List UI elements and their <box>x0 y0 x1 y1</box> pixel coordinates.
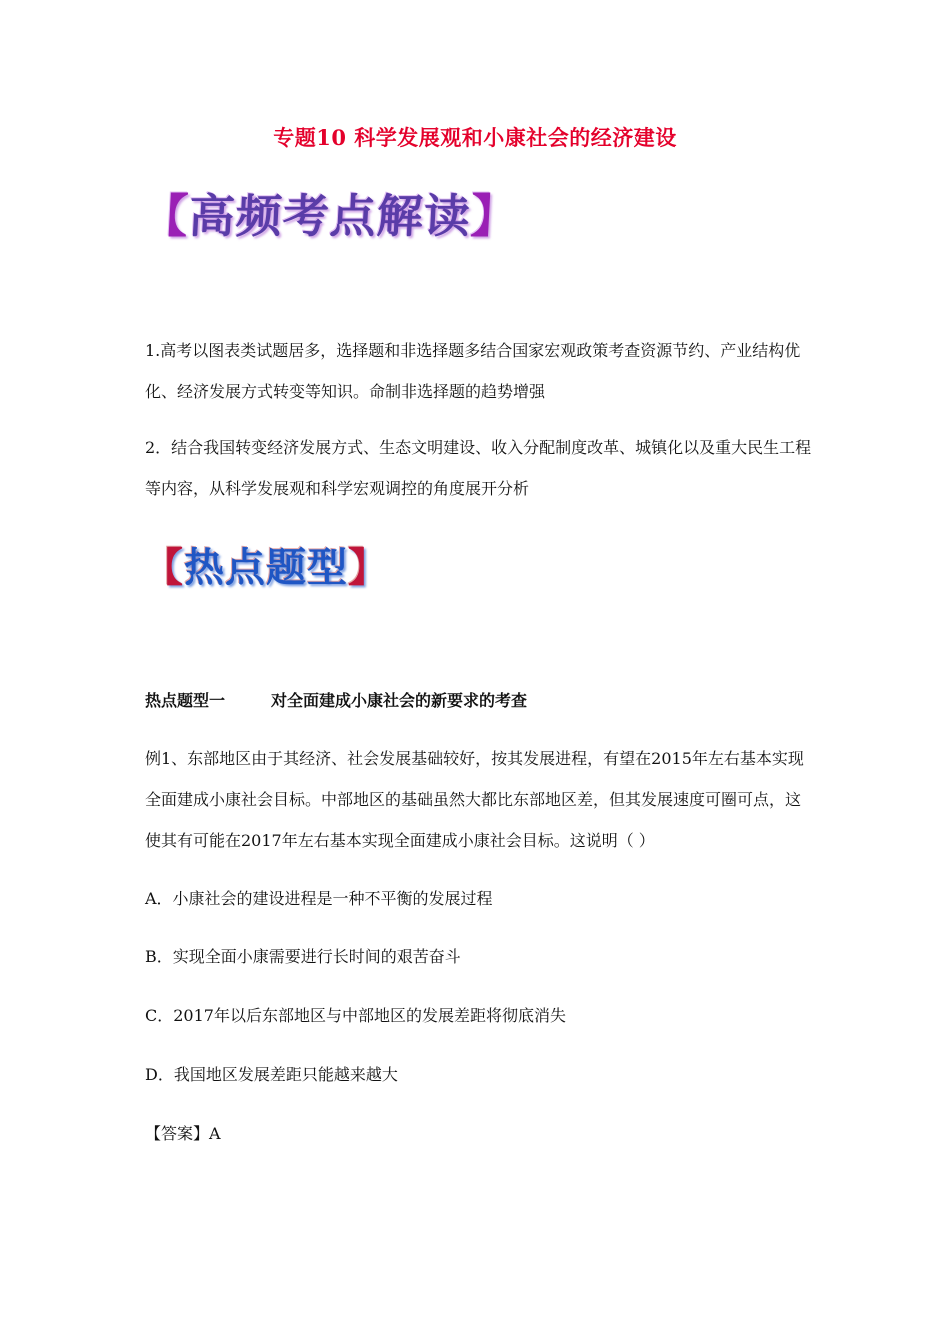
banner-label: 热点题型 <box>184 545 348 591</box>
option-c: C．2017年以后东部地区与中部地区的发展差距将彻底消失 <box>145 1006 566 1025</box>
banner-open-bracket: 【 <box>143 545 184 591</box>
exam-point-1: 1.高考以图表类试题居多，选择题和非选择题多结合国家宏观政策考查资源节约、产业结构优化、经济发展方式转变等知识。命制非选择题的趋势增强 <box>145 341 801 401</box>
banner-close-bracket: 】 <box>348 545 389 591</box>
answer-value: A <box>209 1124 221 1143</box>
banner-high-frequency-points <box>140 180 519 246</box>
option-b: B．实现全面小康需要进行长时间的艰苦奋斗 <box>145 947 461 966</box>
option-d: D．我国地区发展差距只能越来越大 <box>145 1065 398 1084</box>
page-title: 专题10 科学发展观和小康社会的经济建设 <box>273 125 677 150</box>
example-question-stem: 例1、东部地区由于其经济、社会发展基础较好，按其发展进程，有望在2015年左右基本实现全面建成小康社会目标。中部地区的基础虽然大都比东部地区差，但其发展速度可圈可点，这使其有可能在2017年左右基本实现全面建成小康社会目标。这说明（ ） <box>145 749 804 850</box>
banner-hot-question-types <box>143 536 389 593</box>
answer-label: 【答案】 <box>145 1124 210 1143</box>
banner-open-bracket: 【 <box>140 189 191 243</box>
hot-type-topic: 对全面建成小康社会的新要求的考查 <box>271 691 528 710</box>
banner-label: 高频考点解读 <box>187 189 473 243</box>
option-a: A．小康社会的建设进程是一种不平衡的发展过程 <box>145 889 493 908</box>
answer-line <box>145 1121 221 1144</box>
hot-type-heading <box>145 688 527 711</box>
exam-point-2: 2．结合我国转变经济发展方式、生态文明建设、收入分配制度改革、城镇化以及重大民生工程等内容，从科学发展观和科学宏观调控的角度展开分析 <box>145 438 812 498</box>
hot-type-label: 热点题型一 <box>145 691 226 710</box>
banner-close-bracket: 】 <box>469 189 520 243</box>
